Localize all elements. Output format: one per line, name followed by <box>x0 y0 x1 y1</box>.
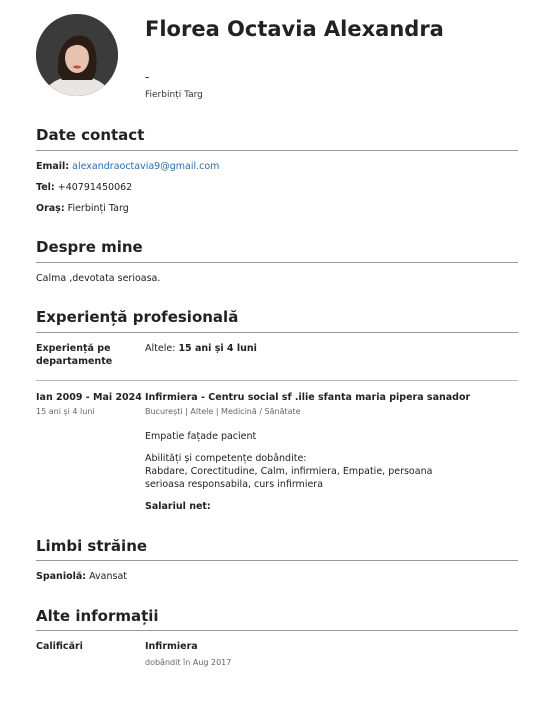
qualification-label: Calificări <box>36 641 83 652</box>
candidate-name: Florea Octavia Alexandra <box>145 17 444 41</box>
section-divider <box>36 332 518 333</box>
contact-city-row <box>36 203 129 214</box>
job-skills: Rabdare, Corectitudine, Calm, infirmiera, Empatie, persoana serioasa responsabila, curs infirmiera <box>145 466 433 490</box>
email-link[interactable]: alexandraoctavia9@gmail.com <box>72 161 220 172</box>
job-title: Infirmiera - Centru social sf .ilie sfanta maria pipera sanador <box>145 392 471 403</box>
job-salary-label: Salariul net: <box>145 501 211 512</box>
row-divider <box>36 380 518 381</box>
profile-photo-image <box>36 14 118 96</box>
section-divider <box>36 262 518 263</box>
section-title-contact: Date contact <box>36 126 145 144</box>
section-title-experience: Experiență profesională <box>36 308 239 326</box>
contact-email-row <box>36 161 219 172</box>
dept-label: Experiență pe departamente <box>36 343 113 367</box>
section-divider <box>36 630 518 631</box>
dept-value-label: Altele: <box>145 343 176 354</box>
dept-summary <box>145 342 257 355</box>
language-level: Avansat <box>89 571 128 582</box>
email-label: Email: <box>36 161 70 172</box>
qualification-value: Infirmiera <box>145 641 198 652</box>
language-row <box>36 571 127 582</box>
about-text: Calma ,devotata serioasa. <box>36 273 161 284</box>
city-label: Oraș: <box>36 203 65 214</box>
section-title-about: Despre mine <box>36 238 143 256</box>
phone-label: Tel: <box>36 182 55 193</box>
header-dash: - <box>145 70 150 84</box>
qualification-date: dobândit în Aug 2017 <box>145 658 232 667</box>
section-title-other: Alte informații <box>36 607 159 625</box>
job-skills-label: Abilități și competențe dobândite: <box>145 453 307 464</box>
section-divider <box>36 150 518 151</box>
dept-value: 15 ani și 4 luni <box>178 343 257 354</box>
language-name: Spaniolă: <box>36 571 87 582</box>
job-description: Empatie fațade pacient <box>145 431 257 442</box>
profile-photo <box>36 14 118 96</box>
contact-phone-row <box>36 182 132 193</box>
job-period: Ian 2009 - Mai 2024 <box>36 392 142 403</box>
header-location: Fierbinți Targ <box>145 90 203 100</box>
job-meta: București | Altele | Medicină / Sănătate <box>145 407 301 416</box>
phone-value: +40791450062 <box>57 182 133 193</box>
city-value: Fierbinți Targ <box>67 203 129 214</box>
section-divider <box>36 560 518 561</box>
job-duration: 15 ani și 4 luni <box>36 407 95 416</box>
section-title-languages: Limbi străine <box>36 537 148 555</box>
